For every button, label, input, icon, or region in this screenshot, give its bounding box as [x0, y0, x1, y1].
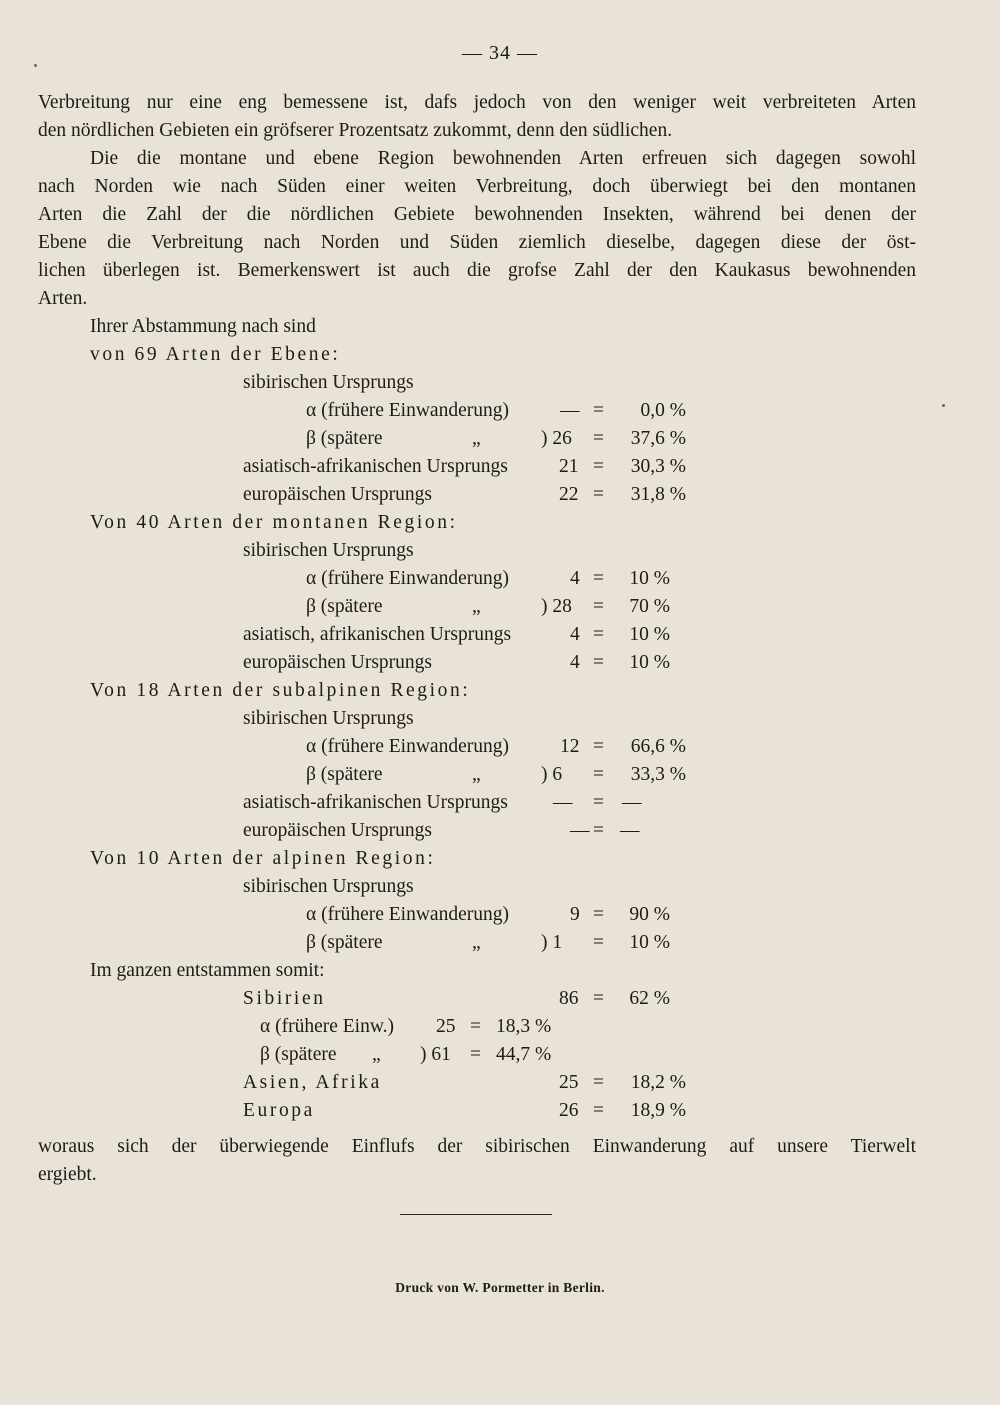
- section-heading: Von 10 Arten der alpinen Region:: [90, 848, 436, 869]
- beta-label: β (spätere: [306, 596, 383, 617]
- equals-sign: =: [593, 764, 604, 785]
- beta-label: β (spätere: [306, 764, 383, 785]
- count-value: ) 61: [420, 1044, 451, 1065]
- percent-value: 62 %: [629, 988, 670, 1009]
- percent-value: 18,3 %: [496, 1016, 552, 1037]
- ditto-mark: „: [472, 764, 481, 785]
- equals-sign: =: [470, 1016, 481, 1037]
- beta-label: β (spätere: [306, 428, 383, 449]
- page-number: — 34 —: [462, 42, 538, 64]
- alpha-label: α (frühere Einwanderung): [306, 400, 509, 421]
- count-value: ) 1: [541, 932, 563, 953]
- count-value: 12: [560, 736, 580, 757]
- equals-sign: =: [593, 1072, 604, 1093]
- alpha-label: α (frühere Einwanderung): [306, 736, 509, 757]
- percent-value: 31,8 %: [630, 484, 686, 505]
- percent-value: 66,6 %: [630, 736, 686, 757]
- equals-sign: =: [593, 624, 604, 645]
- count-value: 25: [559, 1072, 579, 1093]
- origin-label: sibirischen Ursprungs: [243, 876, 414, 897]
- count-value: ) 28: [541, 596, 572, 617]
- count-value: 4: [570, 652, 580, 673]
- count-value: 9: [570, 904, 580, 925]
- text-line: Verbreitung nur eine eng bemessene ist, dafs jedoch von den weniger weit verbreiteten Arten: [38, 92, 916, 113]
- closing-rule: [400, 1214, 552, 1215]
- count-value: 4: [570, 624, 580, 645]
- text-line: Arten die Zahl der die nördlichen Gebiete bewohnenden Insekten, während bei denen der: [38, 204, 916, 225]
- printer-imprint: Druck von W. Pormetter in Berlin.: [395, 1280, 605, 1295]
- percent-value: 90 %: [629, 904, 670, 925]
- equals-sign: =: [593, 484, 604, 505]
- equals-sign: =: [593, 932, 604, 953]
- ditto-mark: „: [372, 1044, 381, 1065]
- percent-value: 10 %: [629, 932, 670, 953]
- count-value: —: [560, 400, 580, 421]
- text-line: woraus sich der überwiegende Einflufs der sibirischen Einwanderung auf unsere Tierwelt: [38, 1136, 916, 1157]
- origin-label: sibirischen Ursprungs: [243, 372, 414, 393]
- origin-label: europäischen Ursprungs: [243, 820, 432, 841]
- origin-label: Europa: [243, 1100, 315, 1121]
- ditto-mark: „: [472, 596, 481, 617]
- equals-sign: =: [593, 820, 604, 841]
- count-value: 21: [559, 456, 579, 477]
- origin-label: europäischen Ursprungs: [243, 484, 432, 505]
- percent-value: 18,2 %: [630, 1072, 686, 1093]
- origin-label: europäischen Ursprungs: [243, 652, 432, 673]
- equals-sign: =: [593, 596, 604, 617]
- count-value: 86: [559, 988, 579, 1009]
- percent-value: 10 %: [629, 652, 670, 673]
- percent-value: 37,6 %: [630, 428, 686, 449]
- origin-label: asiatisch, afrikanischen Ursprungs: [243, 624, 512, 645]
- ditto-mark: „: [472, 932, 481, 953]
- percent-value: 30,3 %: [630, 456, 686, 477]
- origin-label: Sibirien: [243, 988, 326, 1009]
- equals-sign: =: [593, 568, 604, 589]
- origin-label: asiatisch-afrikanischen Ursprungs: [243, 792, 508, 813]
- alpha-label: α (frühere Einwanderung): [306, 904, 509, 925]
- beta-label: β (spätere: [260, 1044, 337, 1065]
- equals-sign: =: [593, 988, 604, 1009]
- paper-speck: [34, 64, 37, 67]
- equals-sign: =: [593, 904, 604, 925]
- alpha-label: α (frühere Einwanderung): [306, 568, 509, 589]
- equals-sign: =: [593, 736, 604, 757]
- equals-sign: =: [593, 428, 604, 449]
- intro-line: Ihrer Abstammung nach sind: [90, 316, 316, 337]
- alpha-label: α (frühere Einw.): [260, 1016, 395, 1037]
- origin-label: Asien, Afrika: [243, 1072, 382, 1093]
- count-value: 26: [559, 1100, 579, 1121]
- beta-label: β (spätere: [306, 932, 383, 953]
- origin-label: sibirischen Ursprungs: [243, 708, 414, 729]
- equals-sign: =: [593, 652, 604, 673]
- percent-value: 33,3 %: [630, 764, 686, 785]
- percent-value: 70 %: [629, 596, 670, 617]
- count-value: ) 6: [541, 764, 563, 785]
- count-value: 4: [570, 568, 580, 589]
- text-line: ergiebt.: [38, 1164, 97, 1185]
- equals-sign: =: [470, 1044, 481, 1065]
- percent-value: —: [620, 820, 640, 841]
- text-line: lichen überlegen ist. Bemerkenswert ist auch die grofse Zahl der den Kaukasus bewohnenden: [38, 260, 916, 281]
- count-value: —: [553, 792, 573, 813]
- count-value: —: [570, 820, 590, 841]
- origin-label: asiatisch-afrikanischen Ursprungs: [243, 456, 508, 477]
- ditto-mark: „: [472, 428, 481, 449]
- text-line: Ebene die Verbreitung nach Norden und Süden ziemlich dieselbe, dagegen diese der öst-: [38, 232, 916, 253]
- count-value: 22: [559, 484, 579, 505]
- percent-value: —: [622, 792, 642, 813]
- equals-sign: =: [593, 400, 604, 421]
- equals-sign: =: [593, 1100, 604, 1121]
- section-heading: von 69 Arten der Ebene:: [90, 344, 341, 365]
- percent-value: 10 %: [629, 568, 670, 589]
- section-heading: Von 40 Arten der montanen Region:: [90, 512, 458, 533]
- text-line: Arten.: [38, 288, 88, 309]
- text-line: den nördlichen Gebieten ein gröfserer Prozentsatz zukommt, denn den südlichen.: [38, 120, 673, 141]
- equals-sign: =: [593, 792, 604, 813]
- percent-value: 10 %: [629, 624, 670, 645]
- equals-sign: =: [593, 456, 604, 477]
- section-heading: Von 18 Arten der subalpinen Region:: [90, 680, 471, 701]
- percent-value: 44,7 %: [496, 1044, 552, 1065]
- count-value: 25: [436, 1016, 456, 1037]
- text-line: nach Norden wie nach Süden einer weiten Verbreitung, doch überwiegt bei den montanen: [38, 176, 916, 197]
- count-value: ) 26: [541, 428, 572, 449]
- percent-value: 18,9 %: [630, 1100, 686, 1121]
- text-line: Die die montane und ebene Region bewohnenden Arten erfreuen sich dagegen sowohl: [90, 148, 916, 169]
- paper-speck: [942, 404, 945, 407]
- summary-heading: Im ganzen entstammen somit:: [90, 960, 325, 981]
- percent-value: 0,0 %: [640, 400, 686, 421]
- origin-label: sibirischen Ursprungs: [243, 540, 414, 561]
